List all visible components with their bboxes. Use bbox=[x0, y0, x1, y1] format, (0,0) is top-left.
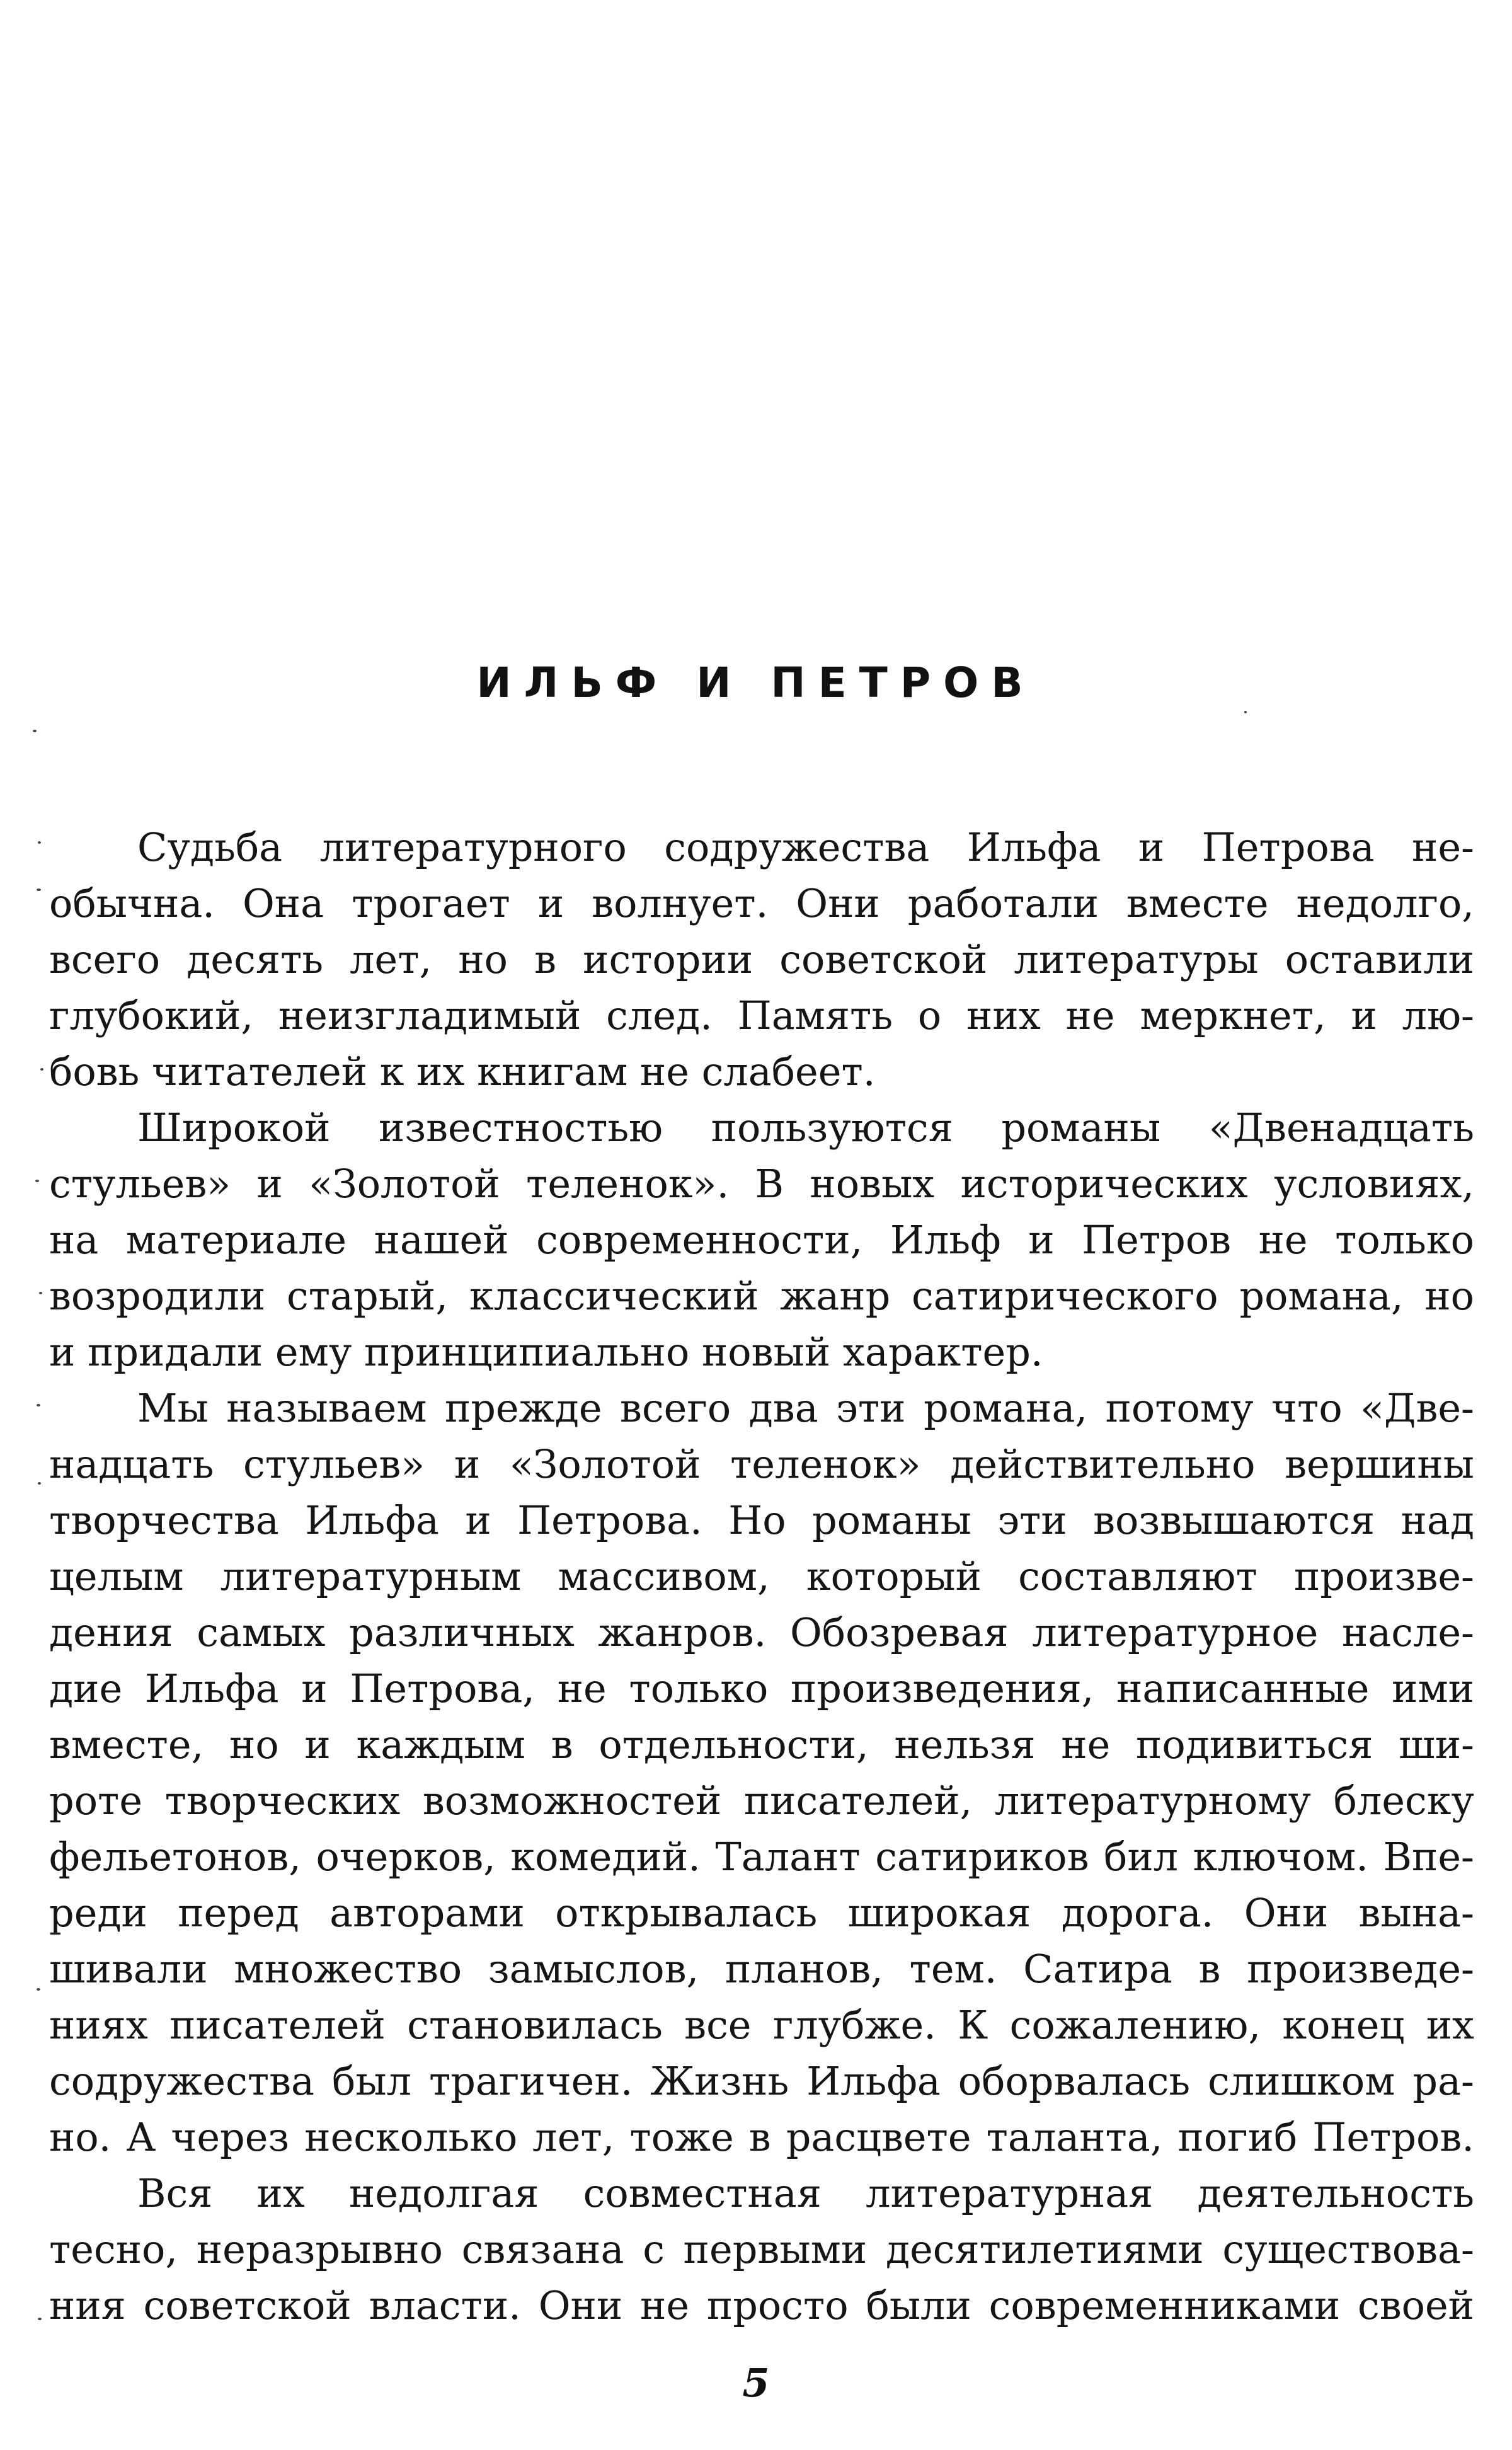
text-line: бовь читателей к их книгам не слабеет. bbox=[49, 1049, 876, 1095]
text-line: содружества был трагичен. Жизнь Ильфа оборвалась слишком ра- bbox=[49, 2058, 1474, 2104]
text-line: Вся их недолгая совместная литературная деятельность bbox=[137, 2170, 1474, 2216]
scan-speck bbox=[38, 1482, 41, 1485]
text-line: дие Ильфа и Петрова, не только произведения, написанные ими bbox=[49, 1665, 1474, 1711]
scan-speck bbox=[40, 1068, 43, 1071]
text-line: на материале нашей современности, Ильф и Петров не только bbox=[49, 1217, 1474, 1263]
scan-speck bbox=[37, 1988, 40, 1991]
text-line: целым литературным массивом, который составляют произве- bbox=[49, 1553, 1474, 1599]
body-text bbox=[49, 819, 1474, 2333]
text-line: обычна. Она трогает и волнует. Они работали вместе недолго, bbox=[49, 880, 1474, 926]
text-line: дения самых различных жанров. Обозревая литературное насле- bbox=[49, 1609, 1474, 1655]
text-line: но. А через несколько лет, тоже в расцвете таланта, погиб Петров. bbox=[49, 2114, 1474, 2160]
scan-speck bbox=[37, 889, 41, 891]
scan-speck bbox=[37, 1404, 40, 1406]
scan-speck bbox=[35, 1180, 39, 1182]
text-line: вместе, но и каждым в отдельности, нельзя не подивиться ши- bbox=[49, 1722, 1474, 1768]
text-line: ния советской власти. Они не просто были современниками своей bbox=[49, 2282, 1474, 2328]
text-line: всего десять лет, но в истории советской литературы оставили bbox=[49, 936, 1474, 982]
text-line: творчества Ильфа и Петрова. Но романы эти возвышаются над bbox=[49, 1497, 1474, 1543]
text-line: Мы называем прежде всего два эти романа, потому что «Две- bbox=[137, 1385, 1474, 1431]
text-line: ниях писателей становилась все глубже. К сожалению, конец их bbox=[49, 2002, 1474, 2048]
scan-speck bbox=[39, 1292, 42, 1294]
scan-speck bbox=[38, 2318, 42, 2320]
text-line: стульев» и «Золотой теленок». В новых исторических условиях, bbox=[49, 1161, 1474, 1207]
scan-speck bbox=[38, 841, 41, 844]
text-line: надцать стульев» и «Золотой теленок» действительно вершины bbox=[49, 1441, 1474, 1487]
text-line: реди перед авторами открывалась широкая дорога. Они вына- bbox=[49, 1890, 1474, 1936]
chapter-title: ИЛЬФ И ПЕТРОВ bbox=[476, 659, 1036, 707]
text-line: и придали ему принципиально новый характер. bbox=[49, 1329, 1043, 1375]
scan-speck bbox=[1244, 711, 1247, 713]
text-line: фельетонов, очерков, комедий. Талант сатириков бил ключом. Впе- bbox=[49, 1834, 1474, 1880]
text-line: тесно, неразрывно связана с первыми десятилетиями существова- bbox=[49, 2226, 1474, 2272]
text-line: роте творческих возможностей писателей, литературному блеску bbox=[49, 1778, 1474, 1824]
page-number: 5 bbox=[742, 2360, 770, 2406]
text-line: шивали множество замыслов, планов, тем. Сатира в произведе- bbox=[49, 1946, 1474, 1992]
scan-speck bbox=[33, 730, 37, 732]
text-line: Широкой известностью пользуются романы «Двенадцать bbox=[137, 1105, 1474, 1151]
text-line: глубокий, неизгладимый след. Память о них не меркнет, и лю- bbox=[49, 992, 1474, 1038]
text-line: возродили старый, классический жанр сатирического романа, но bbox=[49, 1273, 1474, 1319]
text-line: Судьба литературного содружества Ильфа и Петрова не- bbox=[137, 824, 1474, 870]
